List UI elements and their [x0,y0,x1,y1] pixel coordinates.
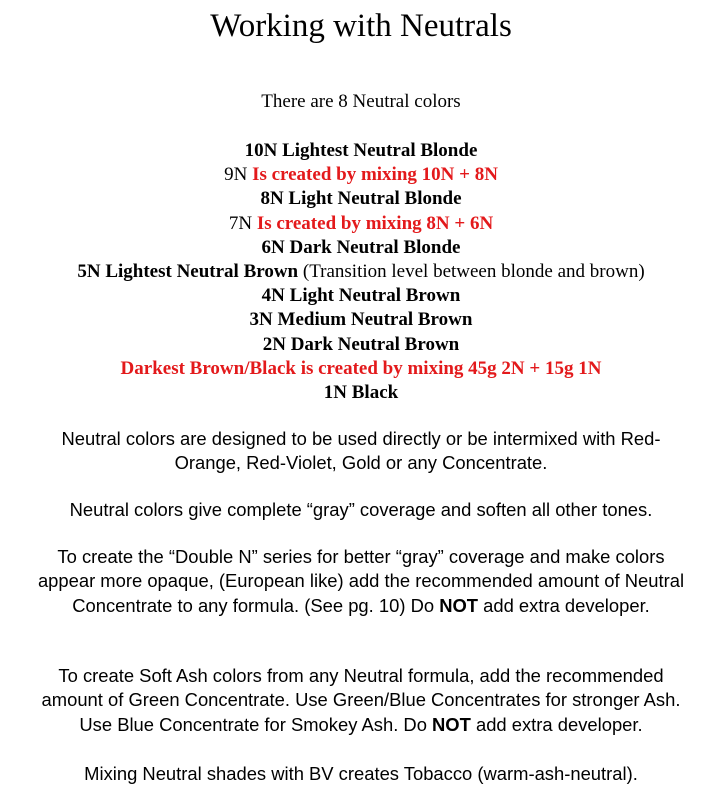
neutral-1n: 1N Black [323,382,399,404]
neutral-9n-mix: Is created by mixing 10N + 8N [252,164,498,186]
neutral-2n: 2N Dark Neutral Brown [262,333,460,355]
neutral-color-list [0,139,722,405]
neutral-6n: 6N Dark Neutral Blonde [261,236,461,258]
paragraph-tobacco: Mixing Neutral shades with BV creates Tobacco (warm-ash-neutral). [84,763,638,784]
neutral-5n-label: 5N Lightest Neutral Brown [77,261,299,283]
page-title: Working with Neutrals [210,8,512,44]
neutral-10n: 10N Lightest Neutral Blonde [244,140,478,161]
double-n-emphasis: NOT [439,594,479,616]
neutral-9n [0,163,722,187]
soft-ash-text-b: add extra developer. [470,713,643,735]
paragraph-intermix: Neutral colors are designed to be used directly or be intermixed with Red-Orange, Red-Violet, Gold or any Concentrate. [61,428,661,474]
double-n-text-a: To create the “Double N” series for better “gray” coverage and make colors appear more opaque, (European like) add the recommended amount of Neutral Concentrate to any formula. (See pg. 10) Do [37,546,685,616]
neutral-count-line: There are 8 Neutral colors [261,91,461,112]
neutral-5n-note: (Transition level between blonde and brown) [298,261,645,283]
neutral-5n [0,260,722,284]
neutral-9n-code: 9N [224,164,253,186]
soft-ash-text-a: To create Soft Ash colors from any Neutral formula, add the recommended amount of Green Concentrate. Use Green/Blue Concentrates for stronger Ash. Use Blue Concentrate for Smokey Ash. Do [41,665,681,735]
paragraph-gray-coverage: Neutral colors give complete “gray” coverage and soften all other tones. [69,499,653,520]
neutral-7n-mix: Is created by mixing 8N + 6N [256,212,494,234]
paragraph-double-n [30,545,692,618]
neutral-7n-code: 7N [228,212,257,234]
darkest-brown-black-mix: Darkest Brown/Black is created by mixing 45g 2N + 15g 1N [120,357,602,379]
soft-ash-emphasis: NOT [432,713,471,735]
paragraph-soft-ash [30,664,692,737]
neutral-8n: 8N Light Neutral Blonde [260,188,462,210]
neutral-7n [0,212,722,236]
neutral-4n: 4N Light Neutral Brown [261,285,461,307]
neutral-3n: 3N Medium Neutral Brown [249,309,473,331]
double-n-text-b: add extra developer. [478,594,650,616]
